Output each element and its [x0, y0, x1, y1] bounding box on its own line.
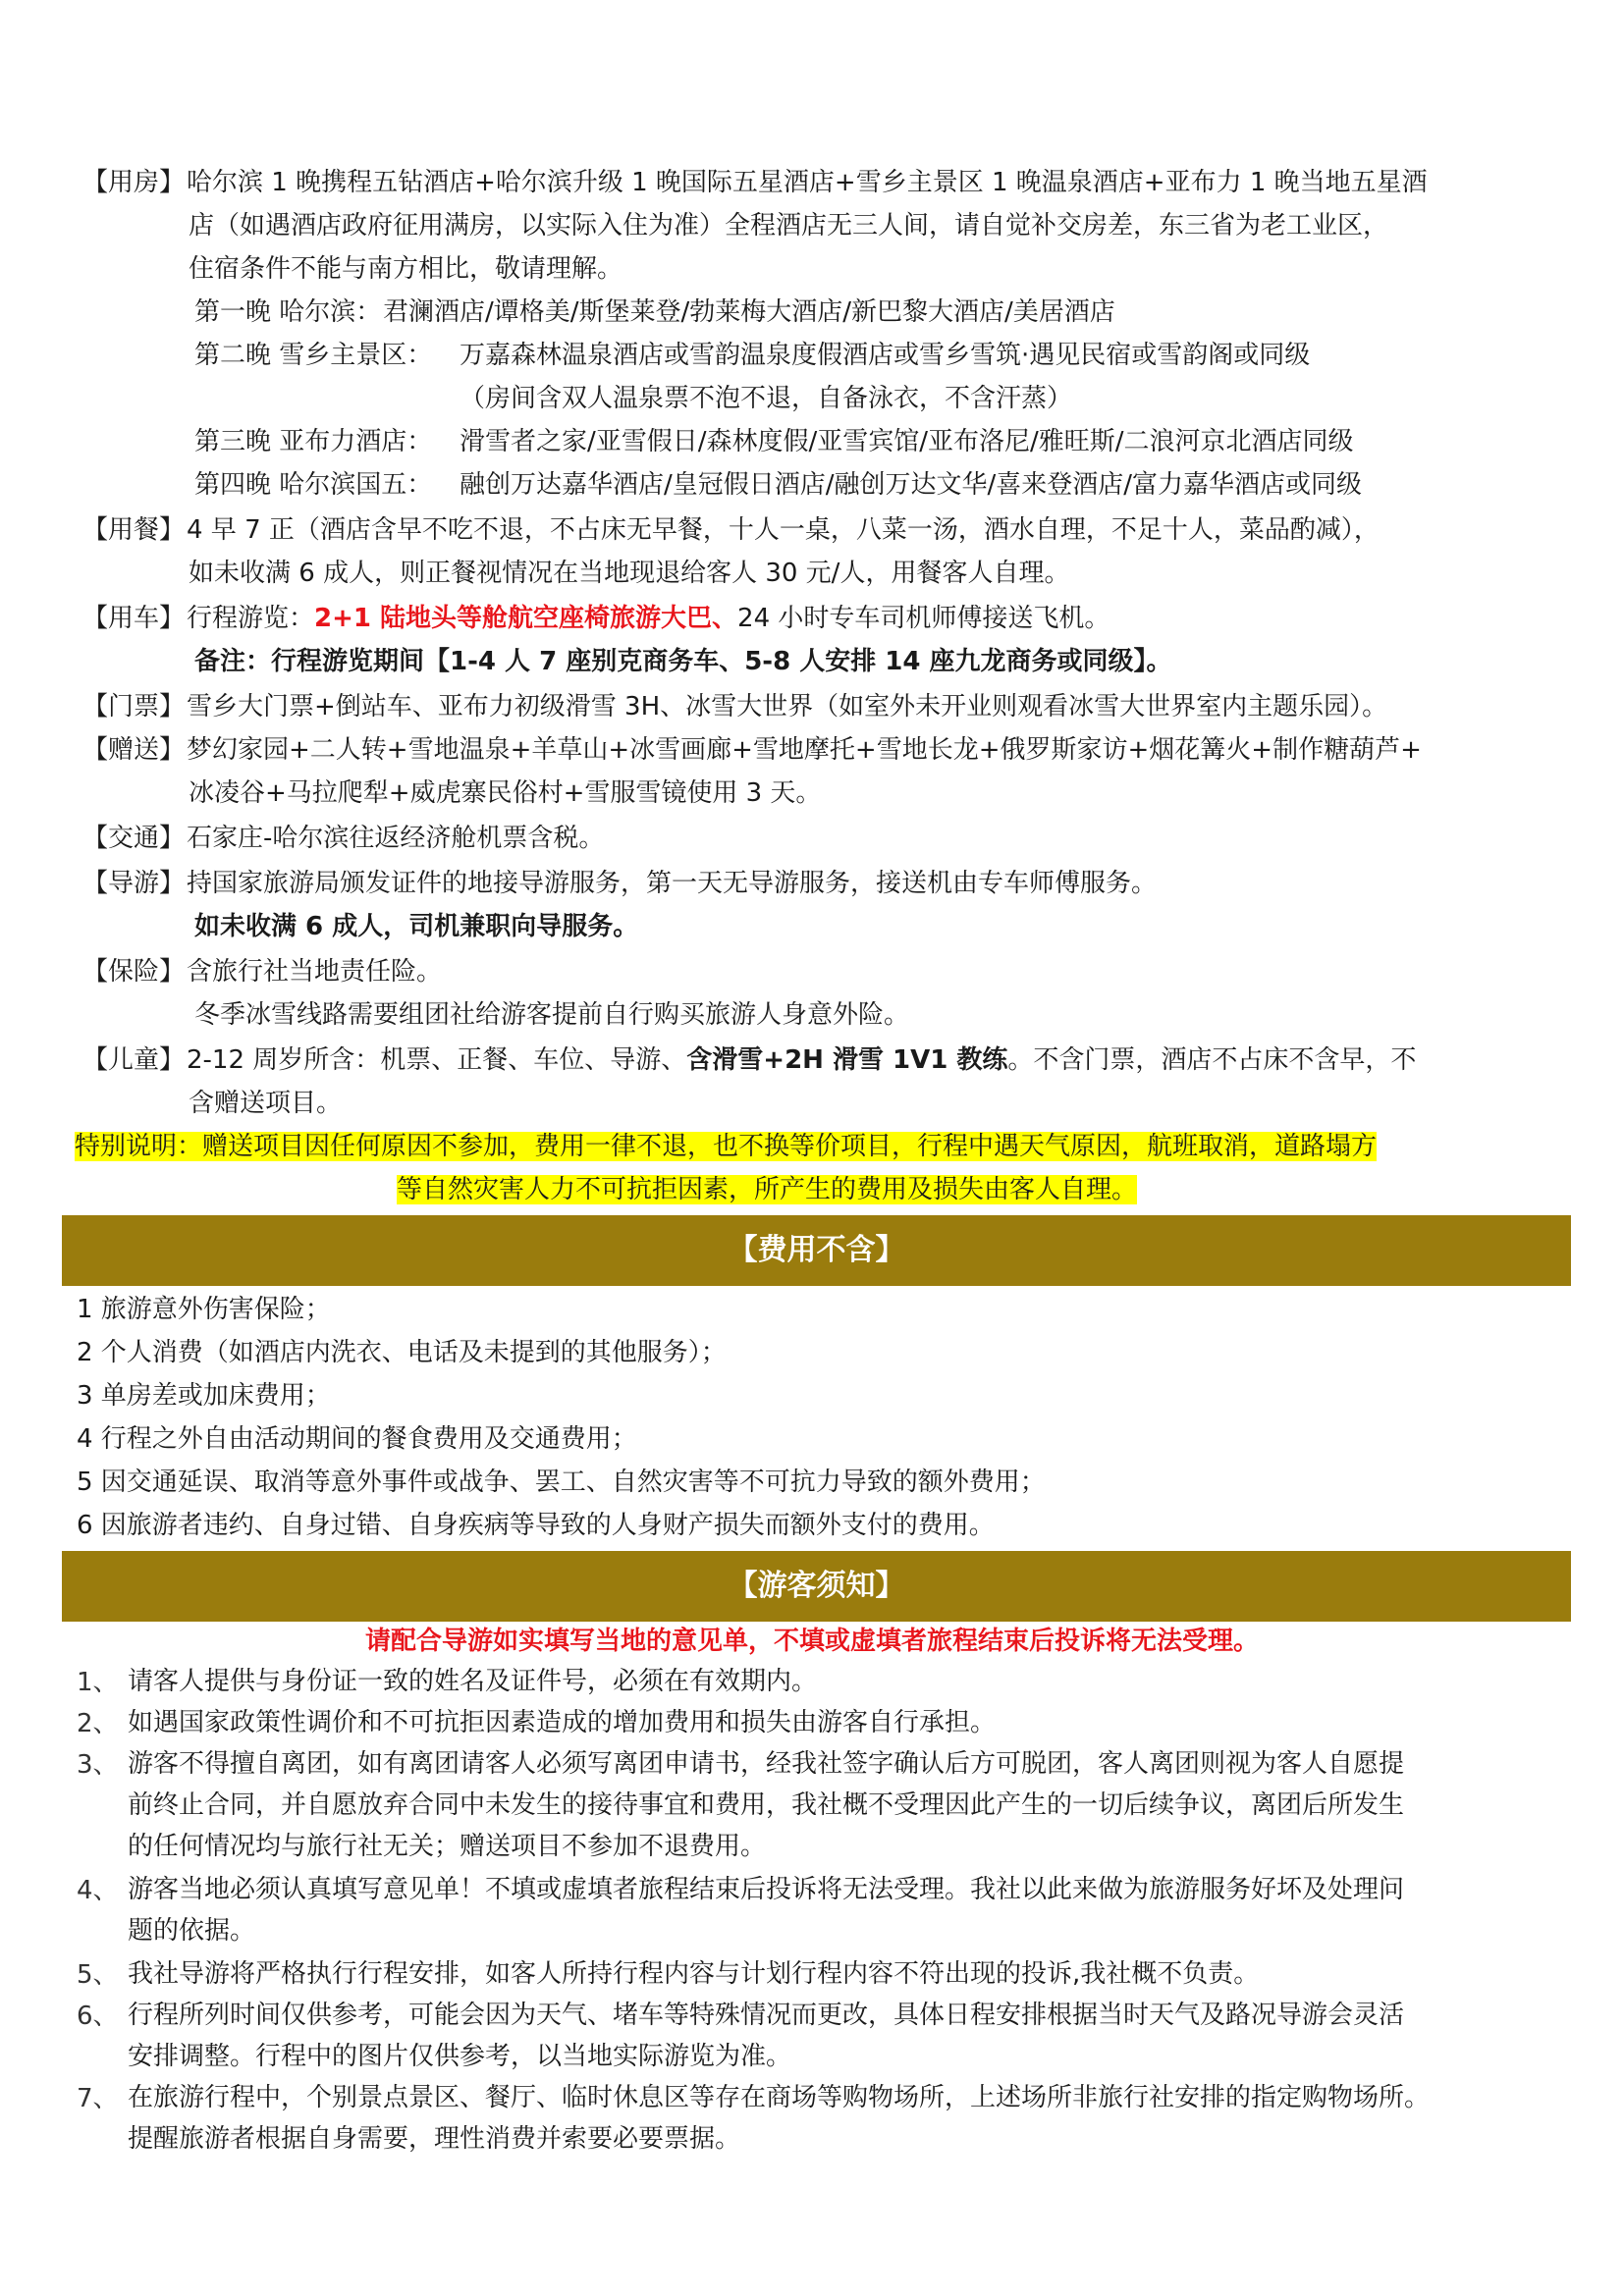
notice-item-2: 如遇国家政策性调价和不可抗拒因素造成的增加费用和损失由游客自行承担。 — [128, 1708, 997, 1737]
lodging-line-3: 住宿条件不能与南方相比，敬请理解。 — [189, 254, 623, 284]
notice-num-1: 1、 — [77, 1668, 119, 1697]
notice-banner: 【游客须知】 — [62, 1551, 1571, 1622]
gifts-line-1: 【赠送】梦幻家园+二人转+雪地温泉+羊草山+冰雪画廊+雪地摩托+雪地长龙+俄罗斯家访+烟花篝火+制作糖葫芦+ — [82, 728, 1565, 772]
night-4-hotels: 融创万达嘉华酒店/皇冠假日酒店/融创万达文华/喜来登酒店/富力嘉华酒店或同级 — [460, 470, 1363, 500]
notice-item-4-line-1: 游客当地必须认真填写意见单！不填或虚填者旅程结束后投诉将无法受理。我社以此来做为旅游服务好坏及处理问 — [128, 1875, 1405, 1904]
gifts-tag: 【赠送】 — [82, 735, 186, 765]
night-2-note: （房间含双人温泉票不泡不退，自备泳衣，不含汗蒸） — [460, 384, 1073, 413]
excluded-banner: 【费用不含】 — [62, 1215, 1571, 1286]
children-tag: 【儿童】 — [82, 1045, 186, 1075]
excluded-item-4: 4 行程之外自由活动期间的餐食费用及交通费用； — [77, 1424, 637, 1454]
insurance-line: 【保险】含旅行社当地责任险。 — [82, 950, 1565, 993]
notice-item-4-line-2: 题的依据。 — [128, 1916, 256, 1946]
lodging-line-1: 【用房】哈尔滨 1 晚携程五钻酒店+哈尔滨升级 1 晚国际五星酒店+雪乡主景区 1 晚温泉酒店+亚布力 1 晚当地五星酒 — [82, 161, 1565, 204]
car-tag: 【用车】 — [82, 604, 186, 633]
excluded-item-2: 2 个人消费（如酒店内洗衣、电话及未提到的其他服务）； — [77, 1338, 727, 1367]
children-ski: 含滑雪+2H 滑雪 1V1 教练 — [686, 1045, 1008, 1075]
car-note: 备注：行程游览期间【1-4 人 7 座别克商务车、5-8 人安排 14 座九龙商务或同级】。 — [194, 647, 1172, 676]
car-highlight: 2+1 陆地头等舱航空座椅旅游大巴、 — [314, 604, 738, 633]
notice-num-2: 2、 — [77, 1709, 119, 1738]
night-3-hotels: 滑雪者之家/亚雪假日/森林度假/亚雪宾馆/亚布洛尼/雅旺斯/二浪河京北酒店同级 — [460, 427, 1354, 456]
lodging-line-2: 店（如遇酒店政府征用满房，以实际入住为准）全程酒店无三人间，请自觉补交房差，东三省为老工业区， — [189, 211, 1389, 240]
guide-tag: 【导游】 — [82, 869, 186, 898]
tickets-tag: 【门票】 — [82, 692, 186, 721]
night-4-label: 第四晚 哈尔滨国五： — [194, 470, 433, 500]
excluded-item-6: 6 因旅游者违约、自身过错、自身疾病等导致的人身财产损失而额外支付的费用。 — [77, 1511, 995, 1540]
night-1-label: 第一晚 哈尔滨： — [194, 297, 382, 327]
night-1-hotels: 君澜酒店/谭格美/斯堡莱登/勃莱梅大酒店/新巴黎大酒店/美居酒店 — [383, 297, 1115, 327]
notice-item-1: 请客人提供与身份证一致的姓名及证件号，必须在有效期内。 — [128, 1667, 818, 1696]
notice-item-6-line-1: 行程所列时间仅供参考，可能会因为天气、堵车等特殊情况而更改，具体日程安排根据当时天气及路况导游会灵活 — [128, 2001, 1405, 2030]
excluded-item-5: 5 因交通延误、取消等意外事件或战争、罢工、自然灾害等不可抗力导致的额外费用； — [77, 1468, 1046, 1497]
meals-line-2: 如未收满 6 成人，则正餐视情况在当地现退给客人 30 元/人，用餐客人自理。 — [189, 559, 1070, 588]
excluded-item-1: 1 旅游意外伤害保险； — [77, 1295, 331, 1324]
lodging-tag: 【用房】 — [82, 168, 186, 197]
tickets-line: 【门票】雪乡大门票+倒站车、亚布力初级滑雪 3H、冰雪大世界（如室外未开业则观看冰雪大世界室内主题乐园）。 — [82, 685, 1565, 728]
car-line: 【用车】行程游览：2+1 陆地头等舱航空座椅旅游大巴、24 小时专车司机师傅接送飞机。 — [82, 597, 1565, 640]
children-line-2: 含赠送项目。 — [189, 1089, 343, 1118]
notice-item-7-line-1: 在旅游行程中，个别景点景区、餐厅、临时休息区等存在商场等购物场所，上述场所非旅行社安排的指定购物场所。 — [128, 2083, 1431, 2112]
guide-note: 如未收满 6 成人，司机兼职向导服务。 — [194, 912, 639, 941]
notice-item-3-line-1: 游客不得擅自离团，如有离团请客人必须写离团申请书，经我社签字确认后方可脱团，客人离团则视为客人自愿提 — [128, 1749, 1405, 1779]
night-2-hotels: 万嘉森林温泉酒店或雪韵温泉度假酒店或雪乡雪筑·遇见民宿或雪韵阁或同级 — [460, 341, 1311, 370]
insurance-tag: 【保险】 — [82, 957, 186, 987]
excluded-item-3: 3 单房差或加床费用； — [77, 1381, 331, 1411]
notice-headline: 请配合导游如实填写当地的意见单，不填或虚填者旅程结束后投诉将无法受理。 — [364, 1627, 1259, 1656]
notice-item-6-line-2: 安排调整。行程中的图片仅供参考，以当地实际游览为准。 — [128, 2042, 792, 2071]
traffic-line: 【交通】石家庄-哈尔滨往返经济舱机票含税。 — [82, 817, 1565, 860]
notice-num-6: 6、 — [77, 2002, 119, 2031]
notice-item-3-line-3: 的任何情况均与旅行社无关；赠送项目不参加不退费用。 — [128, 1832, 767, 1861]
notice-num-7: 7、 — [77, 2084, 119, 2113]
night-3-label: 第三晚 亚布力酒店： — [194, 427, 433, 456]
traffic-tag: 【交通】 — [82, 824, 186, 853]
notice-num-5: 5、 — [77, 1960, 119, 1990]
guide-line: 【导游】持国家旅游局颁发证件的地接导游服务，第一天无导游服务，接送机由专车师傅服务。 — [82, 862, 1565, 905]
notice-num-4: 4、 — [77, 1876, 119, 1905]
meals-tag: 【用餐】 — [82, 515, 186, 545]
insurance-line-2: 冬季冰雪线路需要组团社给游客提前自行购买旅游人身意外险。 — [194, 1000, 910, 1030]
meals-line-1: 【用餐】4 早 7 正（酒店含早不吃不退，不占床无早餐，十人一桌，八菜一汤，酒水自理，不足十人，菜品酌减）， — [82, 508, 1565, 552]
special-note-line-1: 特别说明：赠送项目因任何原因不参加，费用一律不退，也不换等价项目，行程中遇天气原因，航班取消，道路塌方 — [75, 1132, 1378, 1161]
notice-item-7-line-2: 提醒旅游者根据自身需要，理性消费并索要必要票据。 — [128, 2124, 741, 2154]
children-line-1: 【儿童】2-12 周岁所含：机票、正餐、车位、导游、含滑雪+2H 滑雪 1V1 教练。不含门票，酒店不占床不含早，不 — [82, 1039, 1565, 1082]
notice-item-3-line-2: 前终止合同，并自愿放弃合同中未发生的接待事宜和费用，我社概不受理因此产生的一切后续争议，离团后所发生 — [128, 1790, 1405, 1820]
notice-num-3: 3、 — [77, 1750, 119, 1780]
night-2-label: 第二晚 雪乡主景区： — [194, 341, 433, 370]
special-note-line-2: 等自然灾害人力不可抗拒因素，所产生的费用及损失由客人自理。 — [397, 1175, 1138, 1204]
gifts-line-2: 冰凌谷+马拉爬犁+威虎寨民俗村+雪服雪镜使用 3 天。 — [189, 778, 822, 808]
notice-item-5: 我社导游将严格执行行程安排，如客人所持行程内容与计划行程内容不符出现的投诉,我社概不负责。 — [128, 1959, 1260, 1989]
